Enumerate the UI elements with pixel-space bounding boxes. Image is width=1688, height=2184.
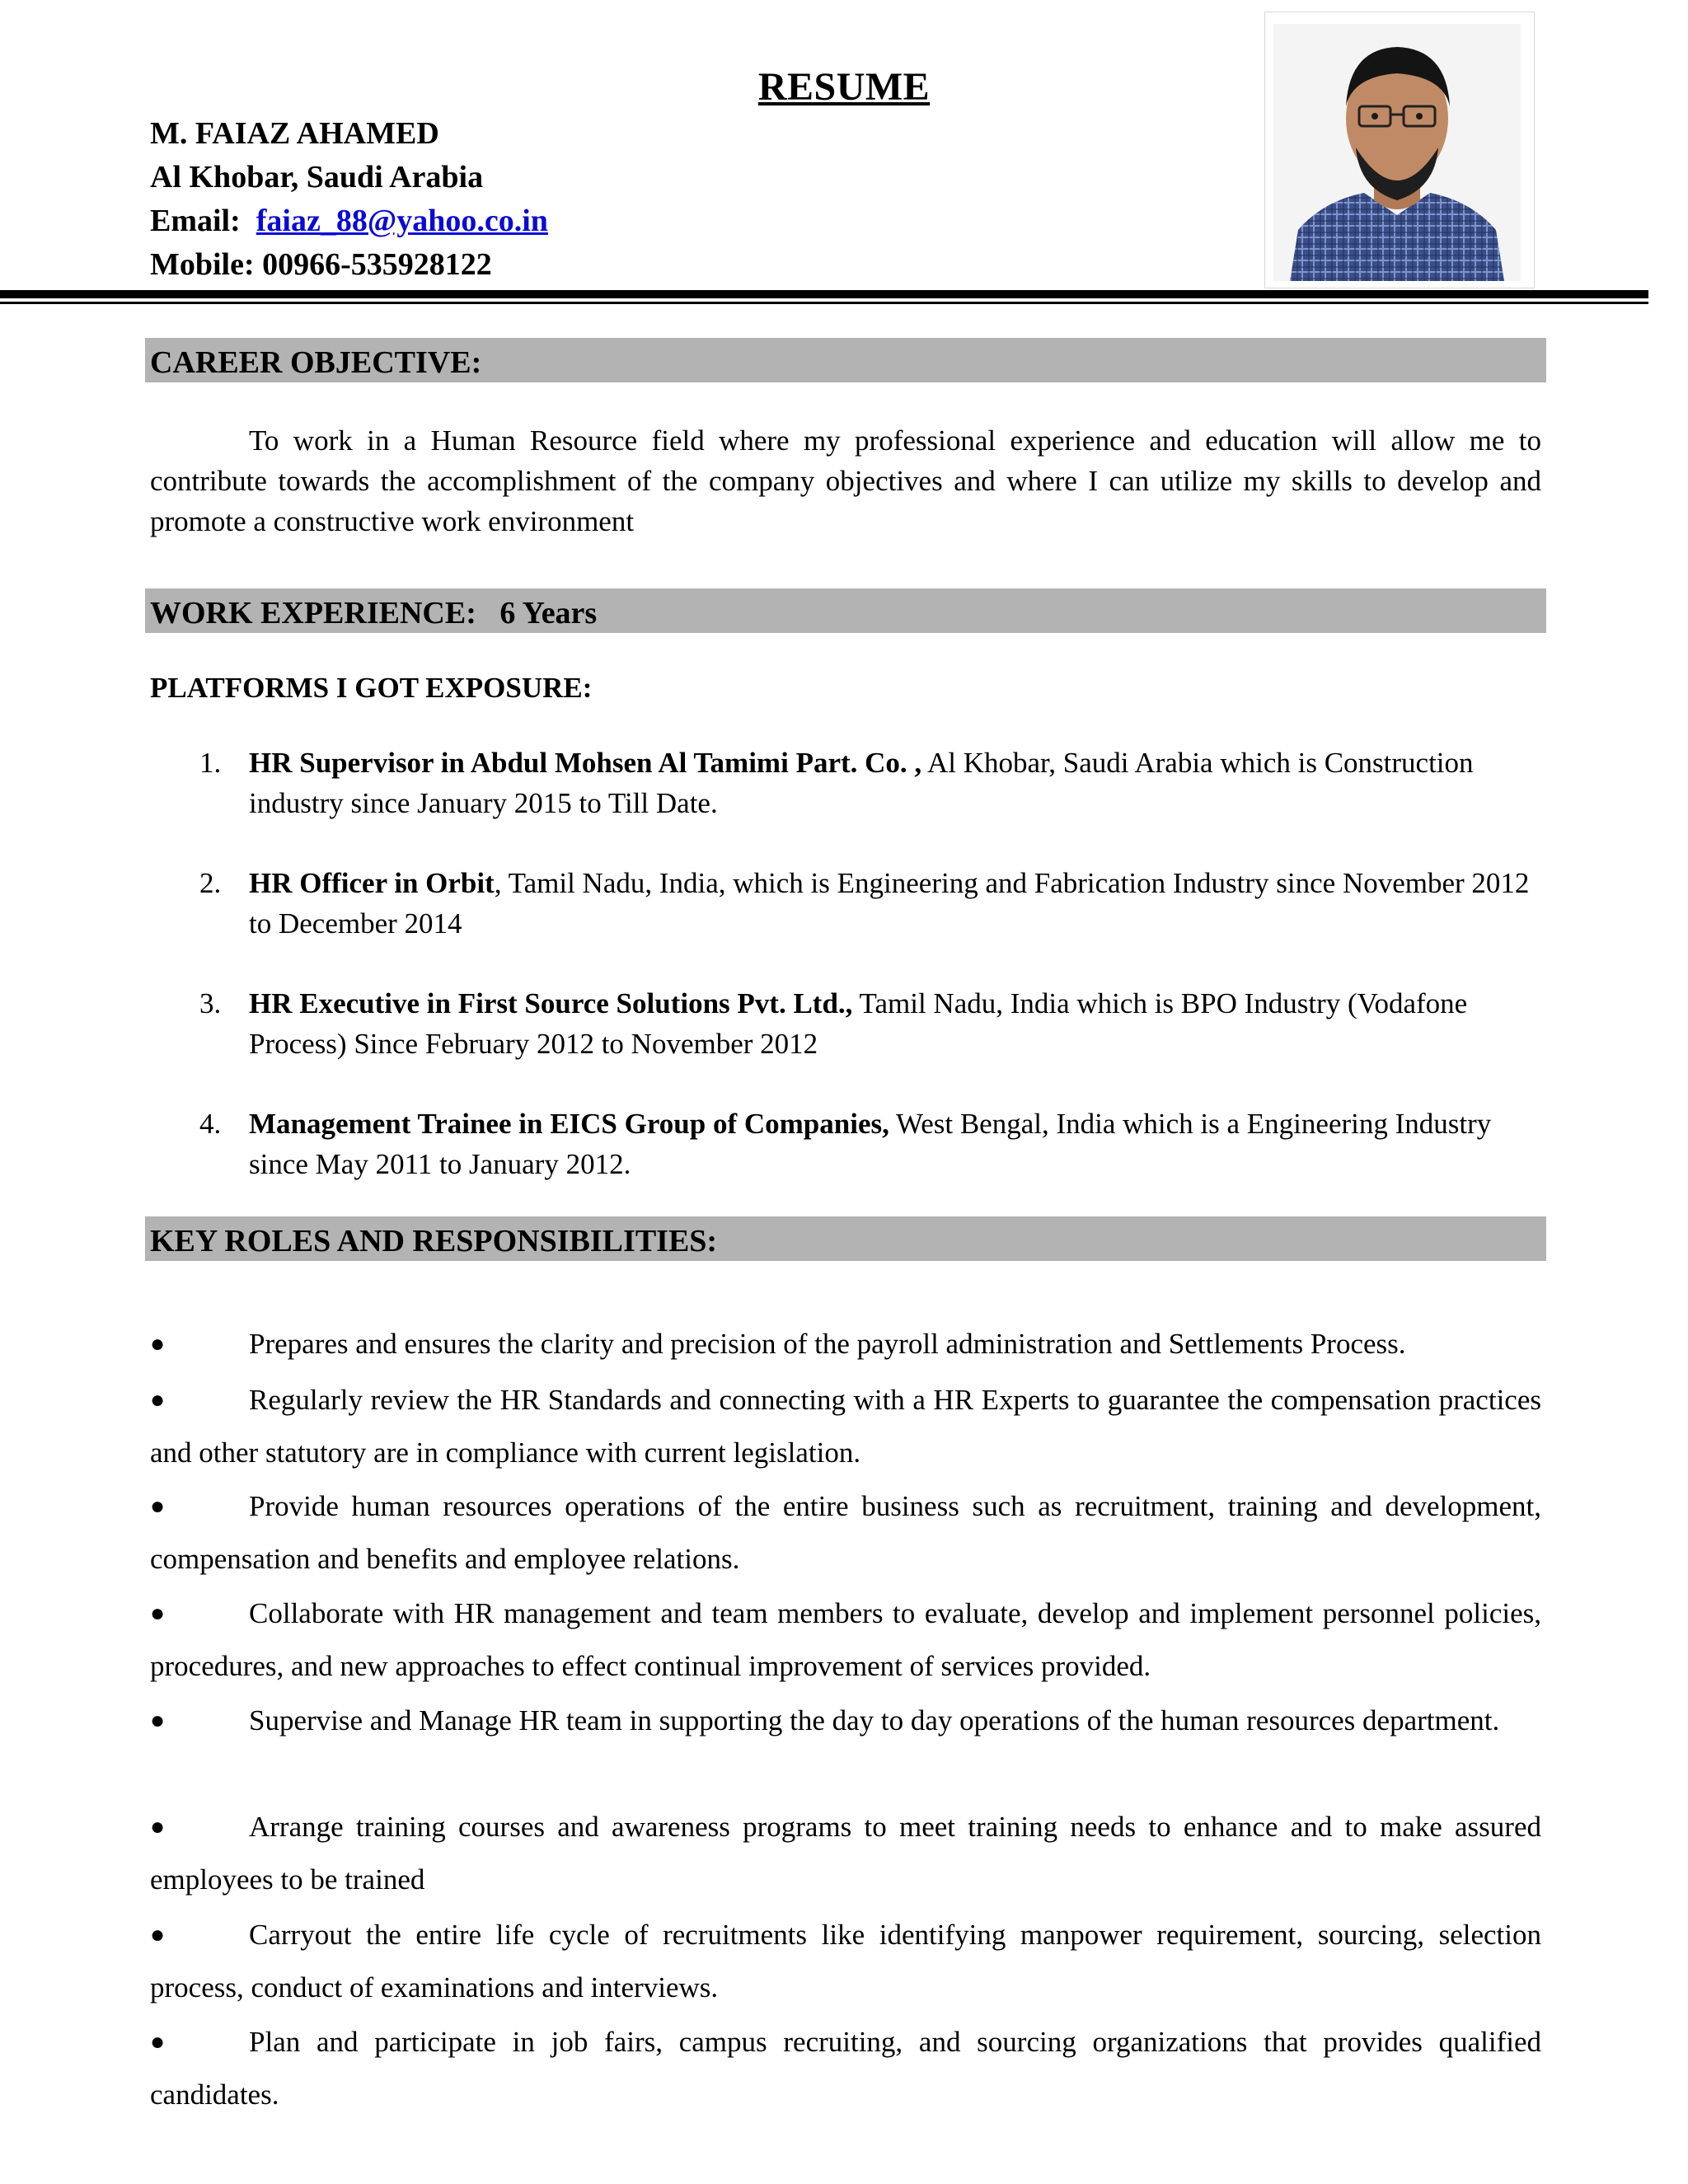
mobile-line (150, 246, 492, 283)
list-item (150, 1318, 1541, 1371)
list-item-text: Plan and participate in job fairs, campus recruiting, and sourcing organizations that provides qualified candidates. (150, 2026, 1541, 2111)
list-item-text: Arrange training courses and awareness programs to meet training needs to enhance and to make assured employees to be trained (150, 1811, 1541, 1896)
experience-detail: , Tamil Nadu, India, which is Engineering and Fabrication Industry since November 2012 to December 2014 (249, 867, 1530, 940)
experience-number: 1. (199, 747, 222, 779)
mobile-label: Mobile: (150, 247, 255, 282)
work-experience-label: WORK EXPERIENCE: (150, 596, 476, 630)
career-objective-heading-bar (145, 338, 1546, 382)
list-item (150, 1694, 1541, 1747)
bullet-icon: ● (150, 1707, 166, 1734)
bullet-icon: ● (150, 1386, 166, 1413)
career-objective-body: To work in a Human Resource field where my professional experience and education will allow me to contribute towards the accomplishment of the company objectives and where I can utilize my skills to develop and promote a constructive work environment (150, 424, 1541, 537)
experience-role: HR Officer in Orbit (249, 867, 495, 899)
mobile-number: 00966-535928122 (262, 247, 492, 282)
bullet-icon: ● (150, 1493, 166, 1520)
list-item-text: Supervise and Manage HR team in supporting the day to day operations of the human resources department. (249, 1704, 1500, 1736)
key-roles-heading-bar (145, 1216, 1546, 1261)
experience-detail: West Bengal, India which is a Engineering Industry since May 2011 to January 2012. (249, 1108, 1492, 1180)
experience-number: 3. (199, 987, 222, 1019)
header-divider-thin (0, 302, 1648, 304)
candidate-location: Al Khobar, Saudi Arabia (150, 160, 484, 194)
experience-number: 4. (199, 1108, 222, 1140)
bullet-icon: ● (150, 1330, 166, 1357)
candidate-name: M. FAIAZ AHAMED (150, 116, 439, 151)
bullet-icon: ● (150, 1813, 166, 1840)
experience-number: 2. (199, 867, 222, 899)
email-label: Email: (150, 204, 241, 238)
list-item (150, 1587, 1541, 1693)
work-experience-years: 6 Years (499, 596, 598, 630)
email-line (150, 203, 548, 239)
list-item (150, 1909, 1541, 2014)
work-experience-heading (150, 595, 597, 631)
experience-detail: Tamil Nadu, India which is BPO Industry (Vodafone Process) Since February 2012 to November 2012 (249, 987, 1468, 1060)
key-roles-heading: KEY ROLES AND RESPONSIBILITIES: (150, 1224, 718, 1258)
career-objective-text (150, 420, 1541, 541)
email-link[interactable]: faiaz_88@yahoo.co.in (256, 204, 548, 238)
bullet-icon: ● (150, 1600, 166, 1627)
bullet-icon: ● (150, 2028, 166, 2055)
experience-role: HR Supervisor in Abdul Mohsen Al Tamimi Part. Co. , (249, 747, 922, 779)
profile-photo (1273, 24, 1521, 281)
experience-detail: Al Khobar, Saudi Arabia which is Construction industry since January 2015 to Till Date. (249, 747, 1474, 819)
list-item-text: Regularly review the HR Standards and connecting with a HR Experts to guarantee the compensation practices and other statutory are in compliance with current legislation. (150, 1384, 1541, 1469)
platforms-heading: PLATFORMS I GOT EXPOSURE: (150, 672, 593, 704)
document-title: RESUME (757, 65, 931, 109)
career-objective-heading: CAREER OBJECTIVE: (150, 345, 482, 380)
experience-role: HR Executive in First Source Solutions Pvt. Ltd., (249, 987, 853, 1019)
list-item (150, 1374, 1541, 1479)
header-divider-thick (0, 290, 1648, 298)
list-item (150, 1801, 1541, 1906)
bullet-icon: ● (150, 1921, 166, 1948)
list-item (150, 1480, 1541, 1586)
experience-role: Management Trainee in EICS Group of Companies, (249, 1108, 889, 1140)
list-item-text: Carryout the entire life cycle of recruitments like identifying manpower requirement, sourcing, selection process, conduct of examinations and interviews. (150, 1919, 1541, 2004)
list-item (150, 2016, 1541, 2121)
work-experience-heading-bar (145, 588, 1546, 633)
profile-photo-frame (1264, 12, 1535, 288)
list-item-text: Prepares and ensures the clarity and precision of the payroll administration and Settlements Process. (249, 1328, 1406, 1360)
list-item-text: Collaborate with HR management and team members to evaluate, develop and implement personnel policies, procedures, and new approaches to effect continual improvement of services provided. (150, 1597, 1541, 1682)
list-item-text: Provide human resources operations of the entire business such as recruitment, training and development, compensation and benefits and employee relations. (150, 1490, 1541, 1575)
